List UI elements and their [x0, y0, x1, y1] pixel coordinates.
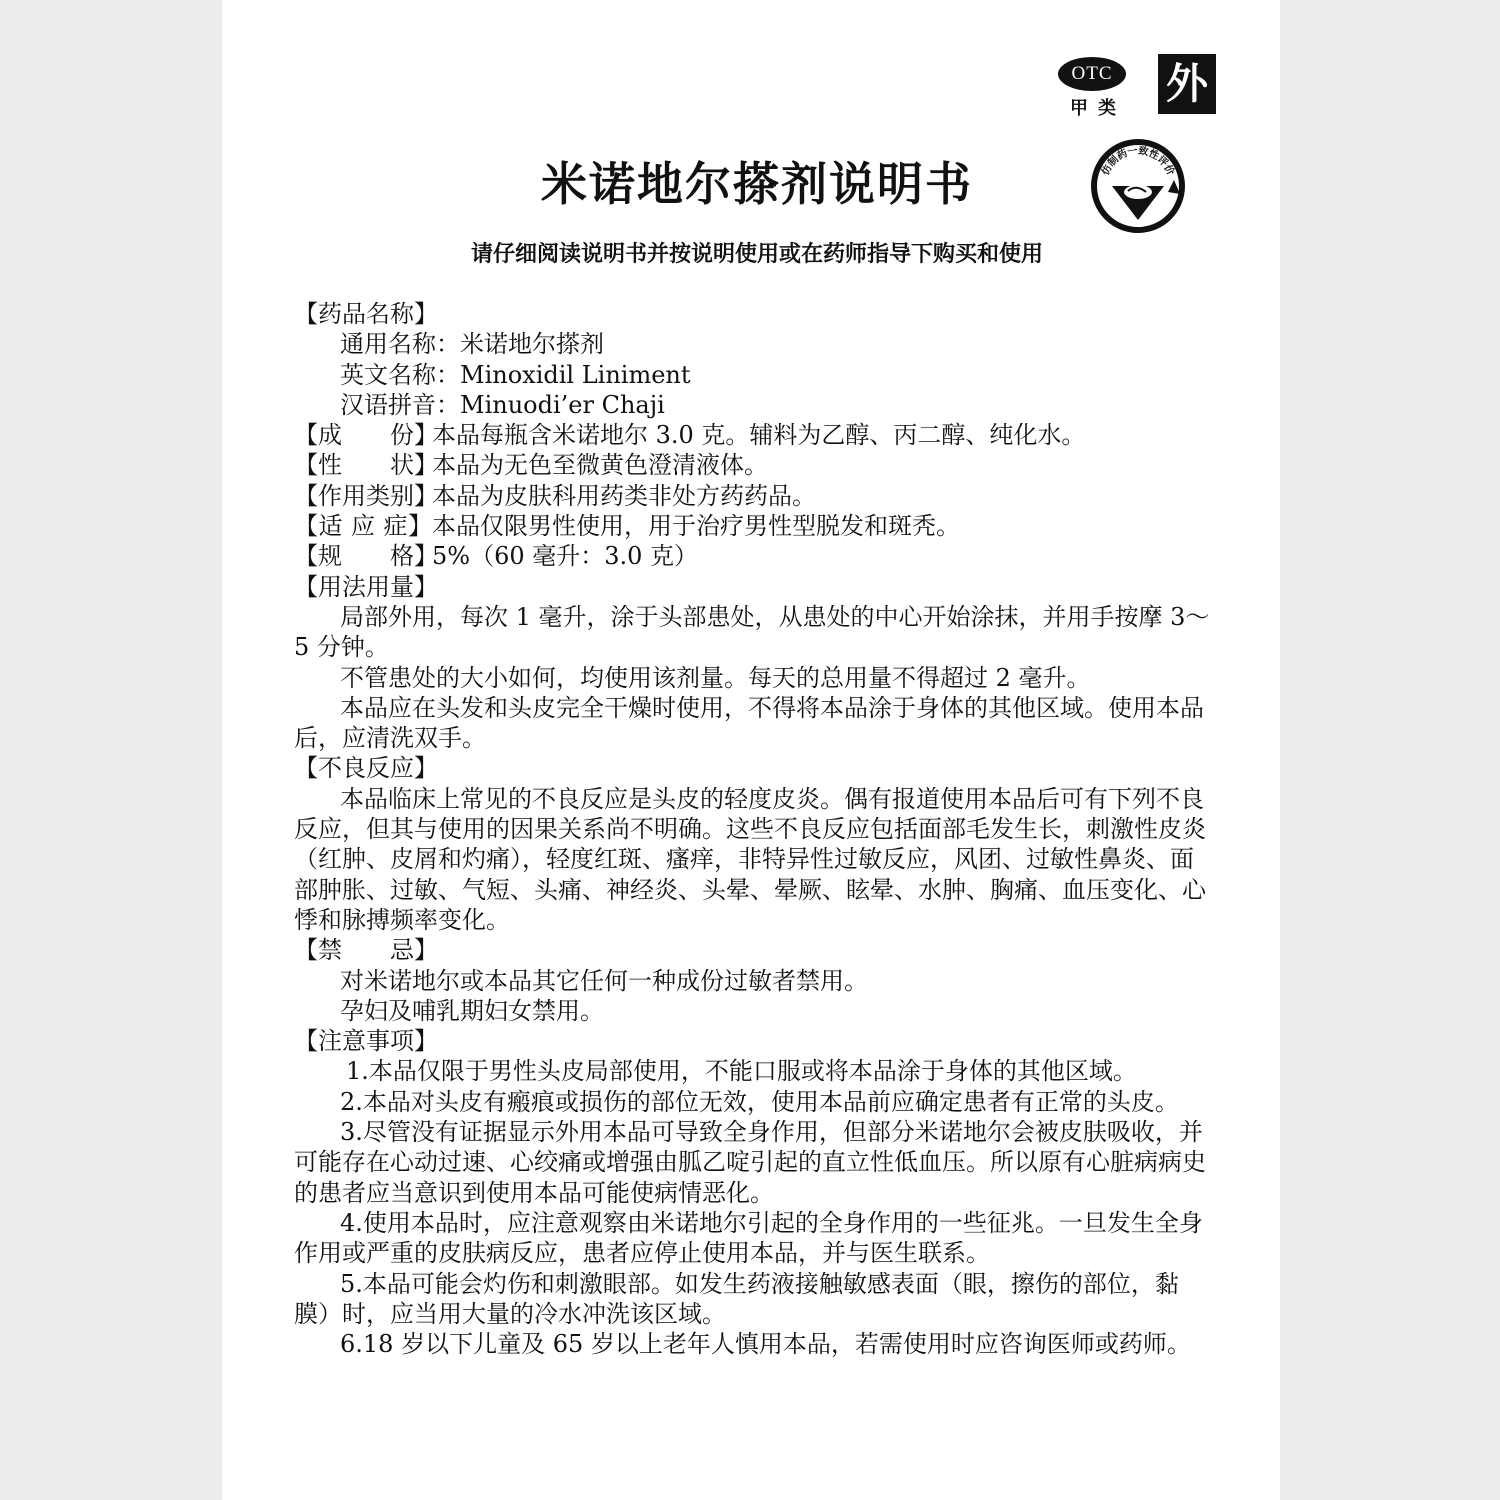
- precaution-item: 5.本品可能会灼伤和刺激眼部。如发生药液接触敏感表面（眼，擦伤的部位，黏膜）时，应当用大量的冷水冲洗该区域。: [294, 1269, 1179, 1328]
- section-heading-precautions: 【注意事项】: [294, 1027, 438, 1056]
- category-text: 本品为皮肤科用药类非处方药药品。: [432, 481, 816, 510]
- ingredients-row: [294, 420, 1212, 450]
- generic-name-label: 通用名称：: [340, 330, 460, 359]
- section-heading-ingredients: 【成 份】: [294, 421, 438, 450]
- dosage-paragraph: 本品应在头发和头皮完全干燥时使用，不得将本品涂于身体的其他区域。使用本品后，应清洗双手。: [294, 693, 1204, 753]
- document-title: 米诺地尔搽剂说明书: [541, 157, 973, 211]
- ingredients-text: 本品每瓶含米诺地尔 3.0 克。辅料为乙醇、丙二醇、纯化水。: [432, 421, 1086, 450]
- category-row: [294, 481, 1212, 511]
- precaution-item: 6.18 岁以下儿童及 65 岁以上老年人慎用本品，若需使用时应咨询医师或药师。: [340, 1330, 1191, 1359]
- section-heading-contraindications: 【禁 忌】: [294, 936, 438, 965]
- appearance-text: 本品为无色至微黄色澄清液体。: [432, 451, 768, 480]
- precaution-item: 3.尽管没有证据显示外用本品可导致全身作用，但部分米诺地尔会被皮肤吸收，并可能存在心动过速、心绞痛或增强由胍乙啶引起的直立性低血压。所以原有心脏病病史的患者应当意识到使用本品可能使病情恶化。: [294, 1118, 1206, 1207]
- specification-text: 5%（60 毫升：3.0 克）: [432, 542, 699, 571]
- contraindication-item: 对米诺地尔或本品其它任何一种成份过敏者禁用。: [340, 966, 868, 995]
- dosage-paragraph: 不管患处的大小如何，均使用该剂量。每天的总用量不得超过 2 毫升。: [340, 663, 1091, 692]
- otc-badge: [1058, 57, 1128, 120]
- section-heading-appearance: 【性 状】: [294, 451, 438, 480]
- svg-text:仿制药一致性评价: 仿制药一致性评价: [1100, 145, 1176, 178]
- specification-row: [294, 541, 1212, 571]
- otc-mark: OTC: [1058, 57, 1126, 91]
- english-name-value: Minoxidil Liniment: [460, 360, 691, 389]
- leaflet-content: [294, 299, 1212, 1359]
- appearance-row: [294, 450, 1212, 480]
- indications-text: 本品仅限男性使用，用于治疗男性型脱发和斑秃。: [432, 512, 960, 541]
- pinyin-name-row: [294, 390, 1212, 420]
- precaution-item: 4.使用本品时，应注意观察由米诺地尔引起的全身作用的一些征兆。一旦发生全身作用或严重的皮肤病反应，患者应停止使用本品，并与医生联系。: [294, 1208, 1203, 1268]
- generic-name-row: [294, 329, 1212, 359]
- otc-class-label: 甲类: [1070, 98, 1126, 119]
- pinyin-name-value: Minuodi’er Chaji: [460, 390, 665, 419]
- section-heading-drug-name: 【药品名称】: [294, 300, 438, 328]
- indications-row: [294, 511, 1212, 541]
- section-heading-adverse-reactions: 【不良反应】: [294, 754, 438, 783]
- section-heading-dosage: 【用法用量】: [294, 572, 438, 601]
- section-heading-category: 【作用类别】: [294, 481, 438, 510]
- precaution-item: 2.本品对头皮有瘢痕或损伤的部位无效，使用本品前应确定患者有正常的头皮。: [340, 1087, 1179, 1116]
- dosage-paragraph: 局部外用，每次 1 毫升，涂于头部患处，从患处的中心开始涂抹，并用手按摩 3～5 分钟。: [294, 602, 1210, 662]
- external-use-mark: 外: [1158, 54, 1216, 114]
- precaution-item: 1.本品仅限于男性头皮局部使用，不能口服或将本品涂于身体的其他区域。: [346, 1057, 1137, 1086]
- generic-name-value: 米诺地尔搽剂: [460, 330, 604, 359]
- document-subtitle: 请仔细阅读说明书并按说明使用或在药师指导下购买和使用: [470, 242, 1043, 267]
- english-name-label: 英文名称：: [340, 360, 460, 389]
- pinyin-name-label: 汉语拼音：: [340, 390, 460, 419]
- adverse-reactions-paragraph: 本品临床上常见的不良反应是头皮的轻度皮炎。偶有报道使用本品后可有下列不良反应，但其与使用的因果关系尚不明确。这些不良反应包括面部毛发生长，刺激性皮炎（红肿、皮屑和灼痛），轻度红斑、瘙痒，非特异性过敏反应，风团、过敏性鼻炎、面部肿胀、过敏、气短、头痛、神经炎、头晕、晕厥、眩晕、水肿、胸痛、血压变化、心悸和脉搏频率变化。: [294, 784, 1206, 934]
- section-heading-specification: 【规 格】: [294, 542, 438, 571]
- english-name-row: [294, 360, 1212, 390]
- section-heading-indications: 【适 应 症】: [294, 512, 432, 541]
- contraindication-item: 孕妇及哺乳期妇女禁用。: [340, 996, 604, 1025]
